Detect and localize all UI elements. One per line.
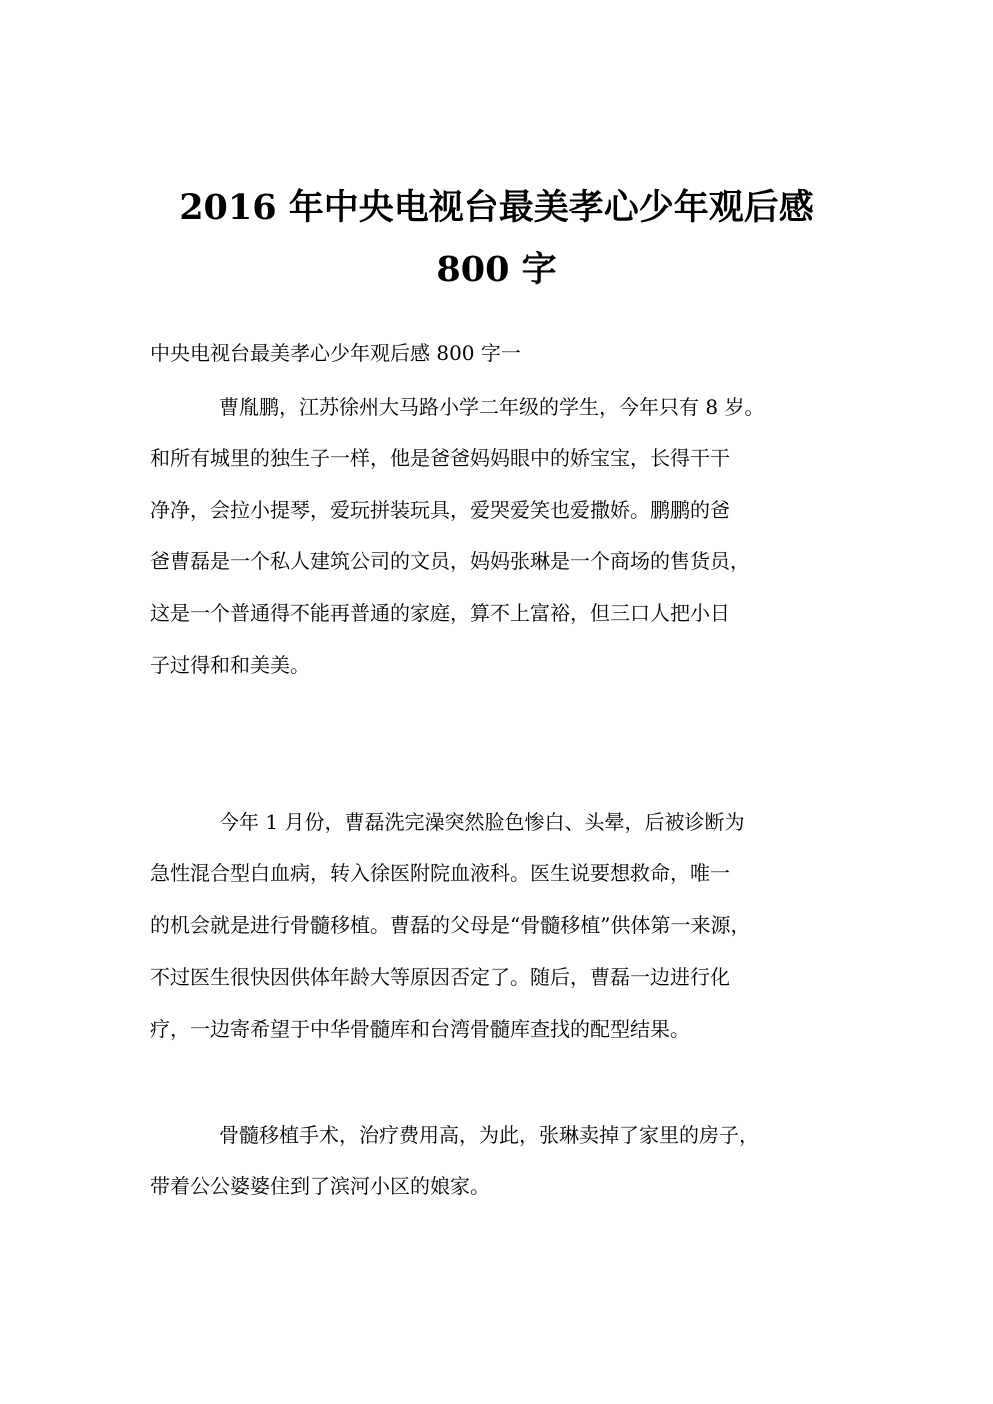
document-title-line-2: 800 字 <box>436 249 557 290</box>
paragraph-1-line-2: 和所有城里的独生子一样，他是爸爸妈妈眼中的娇宝宝，长得干干 <box>150 446 730 470</box>
paragraph-1-line-5: 这是一个普通得不能再普通的家庭，算不上富裕，但三口人把小日 <box>150 601 730 625</box>
paragraph-1-line-6: 子过得和和美美。 <box>150 653 310 677</box>
paragraph-3-line-2: 带着公公婆婆住到了滨河小区的娘家。 <box>150 1174 490 1198</box>
paragraph-2-line-2: 急性混合型白血病，转入徐医附院血液科。医生说要想救命，唯一 <box>150 861 730 885</box>
paragraph-1-line-3: 净净，会拉小提琴，爱玩拼装玩具，爱哭爱笑也爱撒娇。鹏鹏的爸 <box>150 498 730 522</box>
paragraph-2-line-4: 不过医生很快因供体年龄大等原因否定了。随后，曹磊一边进行化 <box>150 965 730 989</box>
paragraph-2-line-1: 今年 1 月份，曹磊洗完澡突然脸色惨白、头晕，后被诊断为 <box>219 810 745 834</box>
section-heading: 中央电视台最美孝心少年观后感 800 字一 <box>150 341 521 365</box>
paragraph-1-line-1: 曹胤鹏，江苏徐州大马路小学二年级的学生，今年只有 8 岁。 <box>219 395 765 419</box>
paragraph-2-line-3: 的机会就是进行骨髓移植。曹磊的父母是“骨髓移植”供体第一来源， <box>150 913 751 937</box>
paragraph-3-line-1: 骨髓移植手术，治疗费用高，为此，张琳卖掉了家里的房子， <box>219 1123 759 1147</box>
document-title-line-1: 2016 年中央电视台最美孝心少年观后感 <box>179 187 814 228</box>
paragraph-1-line-4: 爸曹磊是一个私人建筑公司的文员，妈妈张琳是一个商场的售货员， <box>150 549 750 573</box>
paragraph-2-line-5: 疗，一边寄希望于中华骨髓库和台湾骨髓库查找的配型结果。 <box>150 1017 690 1041</box>
